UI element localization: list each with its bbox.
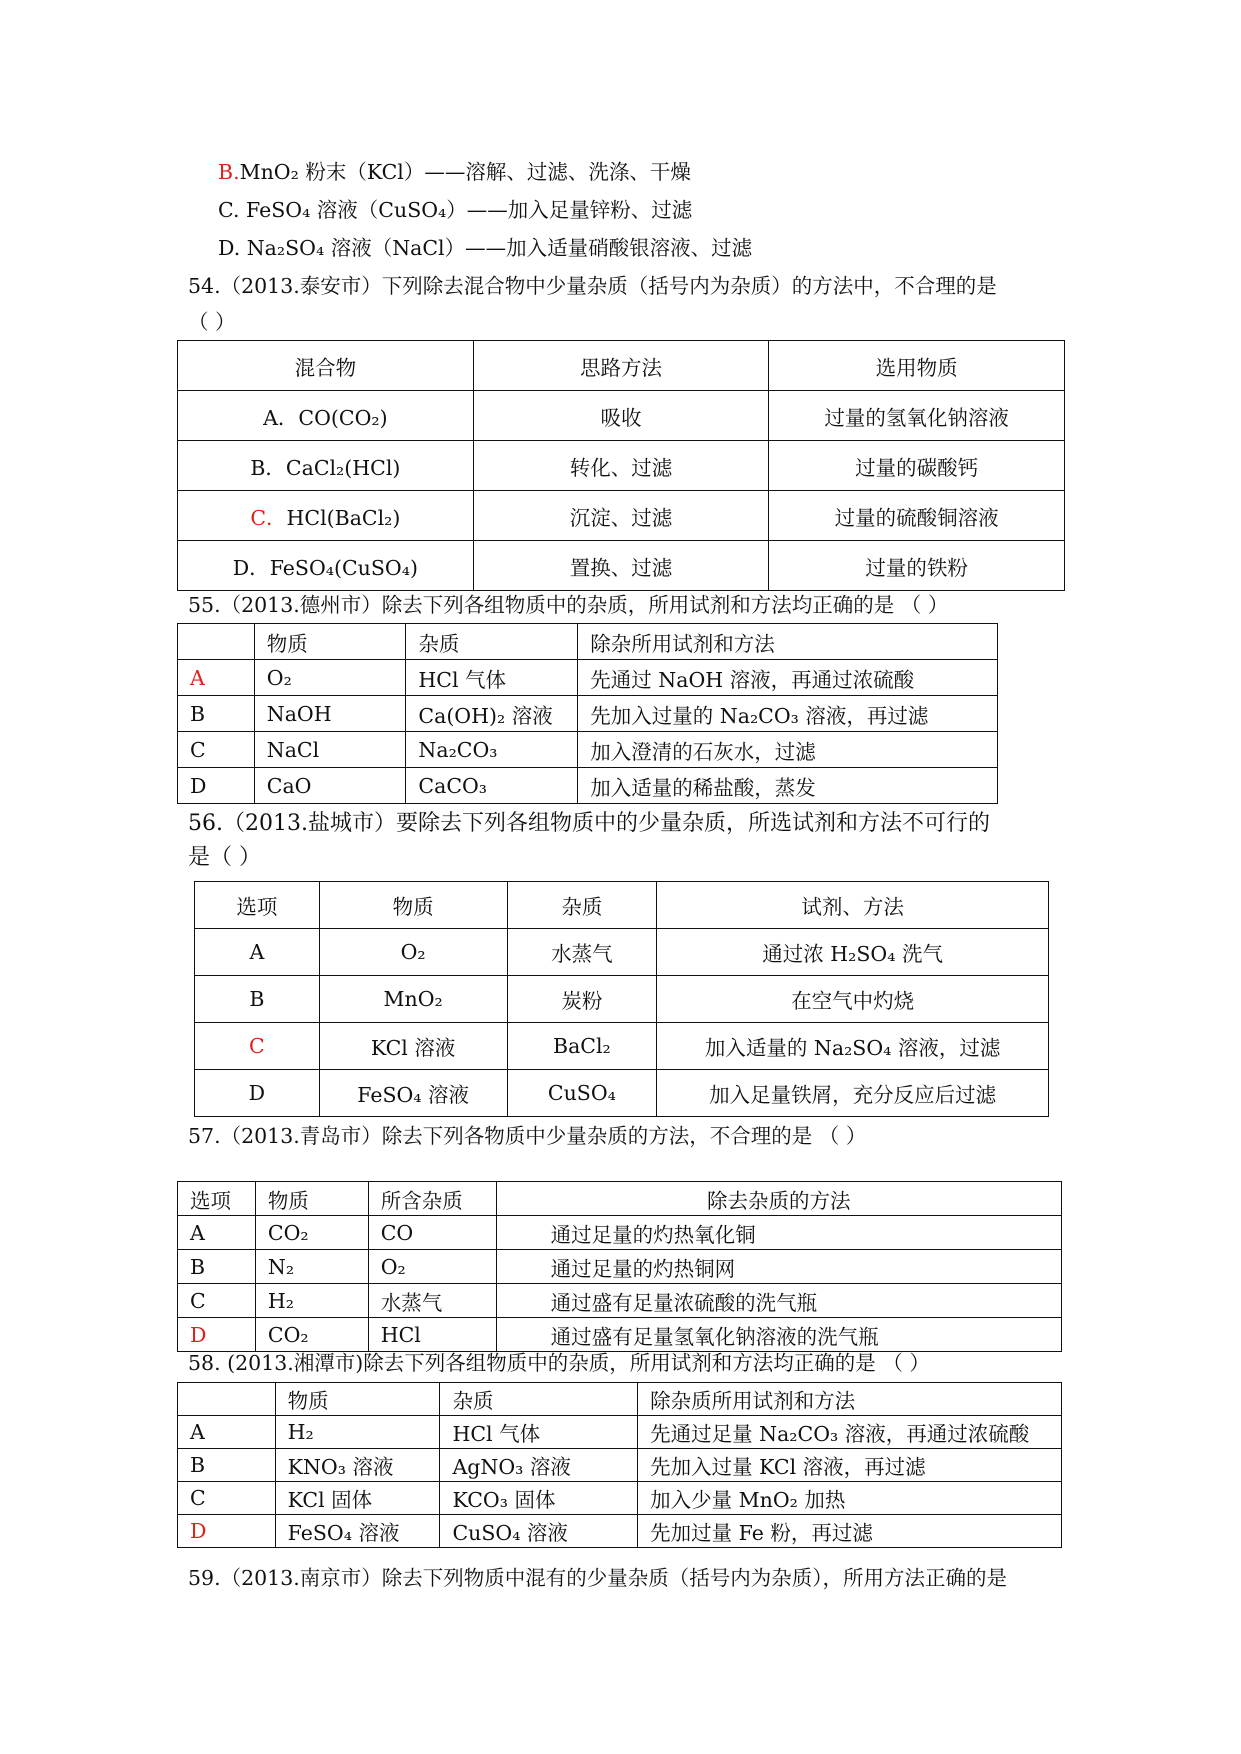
substance-cell: FeSO₄ 溶液: [319, 1070, 507, 1117]
impurity-cell: CuSO₄: [507, 1070, 657, 1117]
option-cell: B: [178, 1449, 276, 1482]
table-row: [178, 1515, 1062, 1548]
impurity-cell: 水蒸气: [507, 929, 657, 976]
table-header-row: [178, 1383, 1062, 1416]
option-cell: C: [178, 1482, 276, 1515]
q56-table: [194, 881, 1049, 1117]
table-header-row: [178, 1182, 1062, 1216]
header-cell: 选项: [178, 1182, 256, 1216]
q57-stem: 57.（2013.青岛市）除去下列各物质中少量杂质的方法，不合理的是 （ ）: [188, 1124, 867, 1148]
option-label: A．: [263, 405, 299, 430]
header-cell: [178, 1383, 276, 1416]
header-cell: 混合物: [178, 341, 474, 391]
header-cell: 所含杂质: [368, 1182, 496, 1216]
q58-table: [177, 1382, 1062, 1548]
substance-cell: H₂: [275, 1416, 440, 1449]
method-cell: 先加入过量的 Na₂CO₃ 溶液，再过滤: [578, 696, 998, 732]
header-cell: 物质: [255, 1182, 368, 1216]
table-row: [178, 441, 1065, 491]
header-cell: 杂质: [406, 624, 578, 660]
substance-cell: NaOH: [254, 696, 406, 732]
mixture-text: CaCl₂(HCl): [285, 455, 401, 480]
impurity-cell: CaCO₃: [406, 768, 578, 804]
option-cell-answer: C: [195, 1023, 320, 1070]
impurity-cell: HCl 气体: [440, 1416, 638, 1449]
header-cell: 选项: [195, 882, 320, 929]
method-cell: 加入少量 MnO₂ 加热: [638, 1482, 1062, 1515]
option-cell: A: [178, 1216, 256, 1250]
method-cell: 转化、过滤: [473, 441, 769, 491]
table-row: [178, 768, 998, 804]
option-cell-answer: D: [178, 1318, 256, 1352]
method-cell: 加入适量的 Na₂SO₄ 溶液，过滤: [657, 1023, 1049, 1070]
mixture-text: FeSO₄(CuSO₄): [269, 555, 418, 580]
impurity-cell: AgNO₃ 溶液: [440, 1449, 638, 1482]
q54-stem-line1: 54.（2013.泰安市）下列除去混合物中少量杂质（括号内为杂质）的方法中，不合理的是: [188, 274, 997, 298]
option-label: B．: [250, 455, 286, 480]
table-row: [178, 491, 1065, 541]
impurity-cell: CuSO₄ 溶液: [440, 1515, 638, 1548]
table-row: [178, 541, 1065, 591]
table-header-row: [195, 882, 1049, 929]
q59-stem: 59.（2013.南京市）除去下列物质中混有的少量杂质（括号内为杂质），所用方法正确的是: [188, 1566, 1008, 1590]
impurity-cell: BaCl₂: [507, 1023, 657, 1070]
table-row: [195, 929, 1049, 976]
table-row: [178, 1284, 1062, 1318]
substance-cell: CO₂: [255, 1318, 368, 1352]
impurity-cell: HCl 气体: [406, 660, 578, 696]
table-row: [195, 1070, 1049, 1117]
table-row: [178, 732, 998, 768]
substance-cell: NaCl: [254, 732, 406, 768]
method-cell: 通过盛有足量浓硫酸的洗气瓶: [496, 1284, 1061, 1318]
option-cell: A: [178, 1416, 276, 1449]
table-row: [178, 1318, 1062, 1352]
header-cell: 除去杂质的方法: [496, 1182, 1061, 1216]
mixture-cell: [178, 491, 474, 541]
mixture-text: CO(CO₂): [298, 405, 388, 430]
option-cell: D: [195, 1070, 320, 1117]
substance-cell: CaO: [254, 768, 406, 804]
option-c: C. FeSO₄ 溶液（CuSO₄）——加入足量锌粉、过滤: [218, 198, 693, 222]
q58-stem: 58. (2013.湘潭市)除去下列各组物质中的杂质，所用试剂和方法均正确的是 （ ）: [188, 1351, 930, 1375]
method-cell: 通过浓 H₂SO₄ 洗气: [657, 929, 1049, 976]
header-cell: 思路方法: [473, 341, 769, 391]
method-cell: 加入足量铁屑，充分反应后过滤: [657, 1070, 1049, 1117]
mixture-cell: [178, 391, 474, 441]
option-b: [218, 157, 691, 187]
option-cell: B: [178, 1250, 256, 1284]
q56-stem-line1: 56.（2013.盐城市）要除去下列各组物质中的少量杂质，所选试剂和方法不可行的: [188, 811, 990, 836]
table-row: [178, 1482, 1062, 1515]
method-cell: 吸收: [473, 391, 769, 441]
method-cell: 加入适量的稀盐酸，蒸发: [578, 768, 998, 804]
option-cell: C: [178, 1284, 256, 1318]
impurity-cell: Ca(OH)₂ 溶液: [406, 696, 578, 732]
option-cell: A: [195, 929, 320, 976]
header-cell: 除杂质所用试剂和方法: [638, 1383, 1062, 1416]
substance-cell: MnO₂: [319, 976, 507, 1023]
header-cell: 物质: [275, 1383, 440, 1416]
q56-stem-line2: 是（ ）: [188, 845, 261, 870]
impurity-cell: 炭粉: [507, 976, 657, 1023]
mixture-text: HCl(BaCl₂): [286, 505, 401, 530]
reagent-cell: 过量的硫酸铜溶液: [769, 491, 1065, 541]
q54-stem-line2: （ ）: [188, 310, 236, 334]
method-cell: 先通过足量 Na₂CO₃ 溶液，再通过浓硫酸: [638, 1416, 1062, 1449]
table-row: [178, 1449, 1062, 1482]
reagent-cell: 过量的氢氧化钠溶液: [769, 391, 1065, 441]
substance-cell: KNO₃ 溶液: [275, 1449, 440, 1482]
table-row: [195, 976, 1049, 1023]
option-cell-answer: D: [178, 1515, 276, 1548]
impurity-cell: CO: [368, 1216, 496, 1250]
q55-stem: 55.（2013.德州市）除去下列各组物质中的杂质，所用试剂和方法均正确的是 （ ）: [188, 593, 949, 617]
table-header-row: [178, 624, 998, 660]
reagent-cell: 过量的碳酸钙: [769, 441, 1065, 491]
method-cell: 通过足量的灼热铜网: [496, 1250, 1061, 1284]
impurity-cell: Na₂CO₃: [406, 732, 578, 768]
method-cell: 通过足量的灼热氧化铜: [496, 1216, 1061, 1250]
method-cell: 置换、过滤: [473, 541, 769, 591]
method-cell: 先通过 NaOH 溶液，再通过浓硫酸: [578, 660, 998, 696]
q57-table: [177, 1181, 1062, 1352]
option-b-letter: B.: [218, 160, 240, 184]
mixture-cell: [178, 541, 474, 591]
mixture-cell: [178, 441, 474, 491]
method-cell: 通过盛有足量氢氧化钠溶液的洗气瓶: [496, 1318, 1061, 1352]
header-cell: 试剂、方法: [657, 882, 1049, 929]
q54-table: [177, 340, 1065, 591]
option-label: D．: [232, 555, 270, 580]
option-cell-answer: A: [178, 660, 255, 696]
method-cell: 加入澄清的石灰水，过滤: [578, 732, 998, 768]
option-d: D. Na₂SO₄ 溶液（NaCl）——加入适量硝酸银溶液、过滤: [218, 236, 753, 260]
impurity-cell: O₂: [368, 1250, 496, 1284]
header-cell: 杂质: [440, 1383, 638, 1416]
substance-cell: FeSO₄ 溶液: [275, 1515, 440, 1548]
header-cell: 物质: [254, 624, 406, 660]
table-row: [195, 1023, 1049, 1070]
substance-cell: KCl 固体: [275, 1482, 440, 1515]
table-row: [178, 1416, 1062, 1449]
q55-table: [177, 623, 998, 804]
table-row: [178, 696, 998, 732]
header-cell: [178, 624, 255, 660]
method-cell: 沉淀、过滤: [473, 491, 769, 541]
method-cell: 在空气中灼烧: [657, 976, 1049, 1023]
substance-cell: KCl 溶液: [319, 1023, 507, 1070]
option-cell: D: [178, 768, 255, 804]
impurity-cell: KCO₃ 固体: [440, 1482, 638, 1515]
option-cell: C: [178, 732, 255, 768]
method-cell: 先加入过量 KCl 溶液，再过滤: [638, 1449, 1062, 1482]
impurity-cell: HCl: [368, 1318, 496, 1352]
substance-cell: H₂: [255, 1284, 368, 1318]
table-row: [178, 1250, 1062, 1284]
substance-cell: N₂: [255, 1250, 368, 1284]
reagent-cell: 过量的铁粉: [769, 541, 1065, 591]
option-cell: B: [178, 696, 255, 732]
substance-cell: CO₂: [255, 1216, 368, 1250]
header-cell: 杂质: [507, 882, 657, 929]
table-row: [178, 391, 1065, 441]
option-cell: B: [195, 976, 320, 1023]
impurity-cell: 水蒸气: [368, 1284, 496, 1318]
table-row: [178, 660, 998, 696]
header-cell: 选用物质: [769, 341, 1065, 391]
method-cell: 先加过量 Fe 粉，再过滤: [638, 1515, 1062, 1548]
substance-cell: O₂: [319, 929, 507, 976]
option-label-answer: C．: [250, 505, 287, 530]
substance-cell: O₂: [254, 660, 406, 696]
table-row: [178, 1216, 1062, 1250]
table-header-row: [178, 341, 1065, 391]
header-cell: 物质: [319, 882, 507, 929]
option-b-text: MnO₂ 粉末（KCl）——溶解、过滤、洗涤、干燥: [239, 160, 691, 184]
header-cell: 除杂所用试剂和方法: [578, 624, 998, 660]
